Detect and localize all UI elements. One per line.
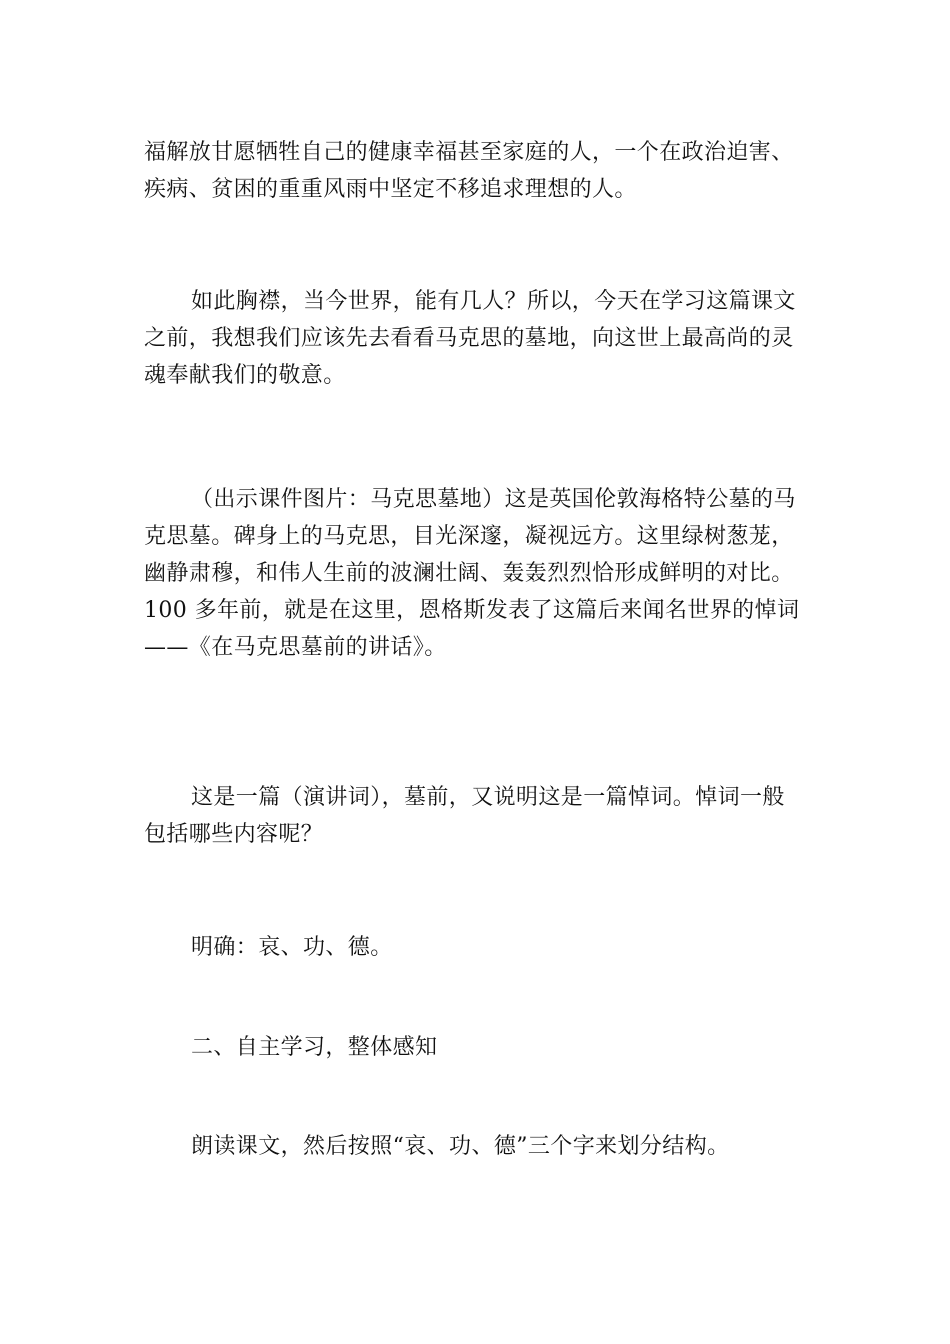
text-line: 魂奉献我们的敬意。 bbox=[144, 363, 346, 388]
text-line: 100 多年前，就是在这里，恩格斯发表了这篇后来闻名世界的悼词 bbox=[144, 598, 800, 623]
text-line: 二、自主学习，整体感知 bbox=[191, 1035, 438, 1060]
section-heading bbox=[144, 1029, 806, 1066]
text-line: 这是一篇（演讲词），墓前，又说明这是一篇悼词。悼词一般 bbox=[191, 785, 785, 810]
text-line: 包括哪些内容呢？ bbox=[144, 822, 324, 847]
paragraph-grave-description bbox=[144, 481, 806, 666]
text-line: 福解放甘愿牺牲自己的健康幸福甚至家庭的人，一个在政治迫害、 bbox=[144, 140, 794, 165]
paragraph-marx-tribute bbox=[144, 283, 806, 394]
paragraph-reading-task bbox=[144, 1128, 806, 1165]
text-line: 明确：哀、功、德。 bbox=[191, 935, 393, 960]
text-line: 疾病、贫困的重重风雨中坚定不移追求理想的人。 bbox=[144, 177, 637, 202]
text-line: 幽静肃穆，和伟人生前的波澜壮阔、轰轰烈烈恰形成鲜明的对比。 bbox=[144, 561, 794, 586]
paragraph-answer bbox=[144, 929, 806, 966]
text-line: ——《在马克思墓前的讲话》。 bbox=[144, 635, 447, 660]
text-line: 克思墓。碑身上的马克思，目光深邃，凝视远方。这里绿树葱茏， bbox=[144, 524, 794, 549]
text-line: 之前，我想我们应该先去看看马克思的墓地，向这世上最高尚的灵 bbox=[144, 326, 794, 351]
text-line: 如此胸襟，当今世界，能有几人？所以，今天在学习这篇课文 bbox=[191, 289, 796, 314]
paragraph-eulogy-question bbox=[144, 779, 806, 853]
paragraph-continuation bbox=[144, 134, 806, 208]
text-line: 朗读课文，然后按照“哀、功、德”三个字来划分结构。 bbox=[191, 1134, 730, 1159]
text-line: （出示课件图片：马克思墓地）这是英国伦敦海格特公墓的马 bbox=[191, 487, 796, 512]
